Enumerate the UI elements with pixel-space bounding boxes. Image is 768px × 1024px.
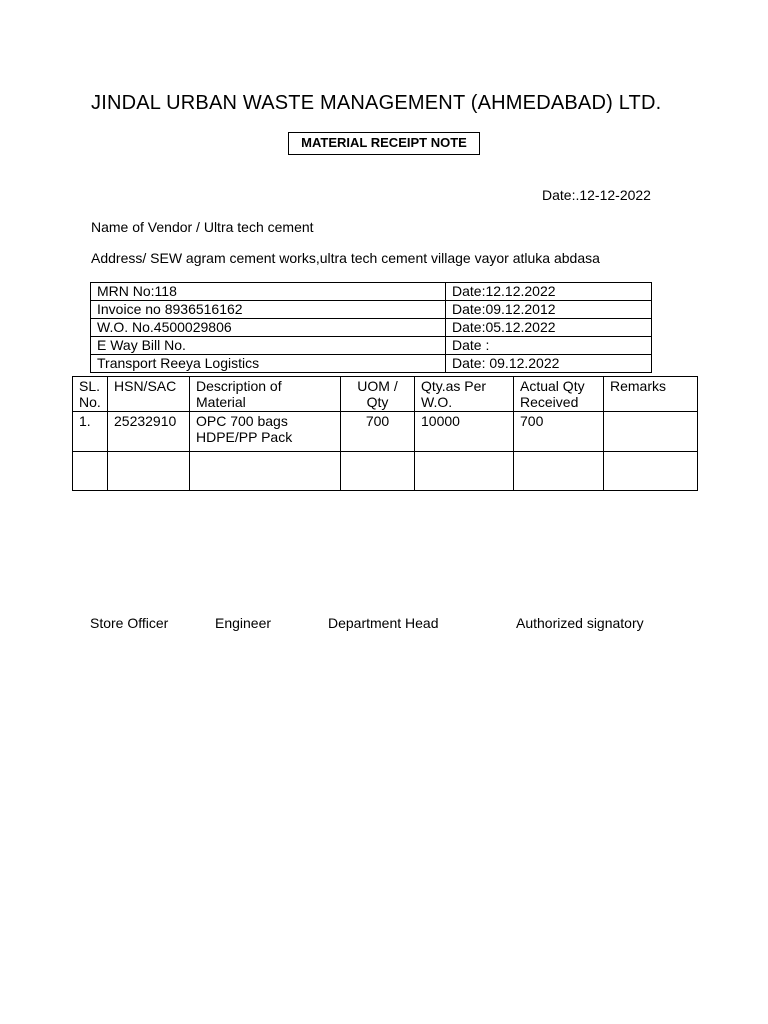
row-desc-line1: OPC 700 bags [196, 413, 288, 429]
empty-cell [514, 452, 604, 491]
signatory-engineer: Engineer [215, 615, 272, 631]
table-header-row [73, 377, 698, 412]
table-row [73, 412, 698, 452]
info-row-mrn [91, 283, 652, 301]
row-remarks [604, 412, 698, 452]
document-date: Date:.12-12-2022 [542, 187, 651, 203]
row-desc-line2: HDPE/PP Pack [196, 429, 293, 445]
transport-date: Date: 09.12.2022 [446, 355, 652, 373]
header-qty-line2: W.O. [421, 394, 453, 410]
header-desc-line2: Material [196, 394, 246, 410]
header-desc-line1: Description of [196, 378, 282, 394]
row-sl: 1. [73, 412, 108, 452]
empty-cell [415, 452, 514, 491]
empty-cell [190, 452, 341, 491]
header-actual-line1: Actual Qty [520, 378, 585, 394]
invoice-date: Date:09.12.2012 [446, 301, 652, 319]
table-row-empty [73, 452, 698, 491]
header-qty-line1: Qty.as Per [421, 378, 487, 394]
row-hsn: 25232910 [108, 412, 190, 452]
signatory-department-head: Department Head [328, 615, 439, 631]
header-actual-line2: Received [520, 394, 579, 410]
eway-bill-number: E Way Bill No. [91, 337, 446, 355]
info-row-wo [91, 319, 652, 337]
header-uom-line2: Qty [366, 394, 389, 410]
row-actual-qty: 700 [514, 412, 604, 452]
header-description [190, 377, 341, 412]
header-uom [341, 377, 415, 412]
vendor-name: Name of Vendor / Ultra tech cement [91, 219, 314, 235]
company-name: JINDAL URBAN WASTE MANAGEMENT (AHMEDABAD) LTD. [91, 92, 662, 114]
header-actual-qty [514, 377, 604, 412]
mrn-number: MRN No:118 [91, 283, 446, 301]
mrn-date: Date:12.12.2022 [446, 283, 652, 301]
eway-bill-date: Date : [446, 337, 652, 355]
header-hsn: HSN/SAC [108, 377, 190, 412]
wo-date: Date:05.12.2022 [446, 319, 652, 337]
row-uom: 700 [341, 412, 415, 452]
header-uom-line1: UOM / [357, 378, 398, 394]
info-row-invoice [91, 301, 652, 319]
info-row-transport [91, 355, 652, 373]
row-qty-wo: 10000 [415, 412, 514, 452]
transport-name: Transport Reeya Logistics [91, 355, 446, 373]
empty-cell [341, 452, 415, 491]
reference-info-table [90, 282, 652, 373]
empty-cell [108, 452, 190, 491]
row-description [190, 412, 341, 452]
header-sl-line1: SL. [79, 378, 101, 394]
vendor-address: Address/ SEW agram cement works,ultra tech cement village vayor atluka abdasa [91, 250, 600, 266]
header-sl-line2: No. [79, 394, 101, 410]
document-title: MATERIAL RECEIPT NOTE [288, 132, 480, 155]
invoice-number: Invoice no 8936516162 [91, 301, 446, 319]
info-row-eway [91, 337, 652, 355]
header-qty-wo [415, 377, 514, 412]
header-sl-no [73, 377, 108, 412]
header-remarks: Remarks [604, 377, 698, 412]
wo-number: W.O. No.4500029806 [91, 319, 446, 337]
signatory-store-officer: Store Officer [90, 615, 169, 631]
signatory-authorized: Authorized signatory [516, 615, 644, 631]
empty-cell [604, 452, 698, 491]
empty-cell [73, 452, 108, 491]
material-items-table [72, 376, 698, 491]
